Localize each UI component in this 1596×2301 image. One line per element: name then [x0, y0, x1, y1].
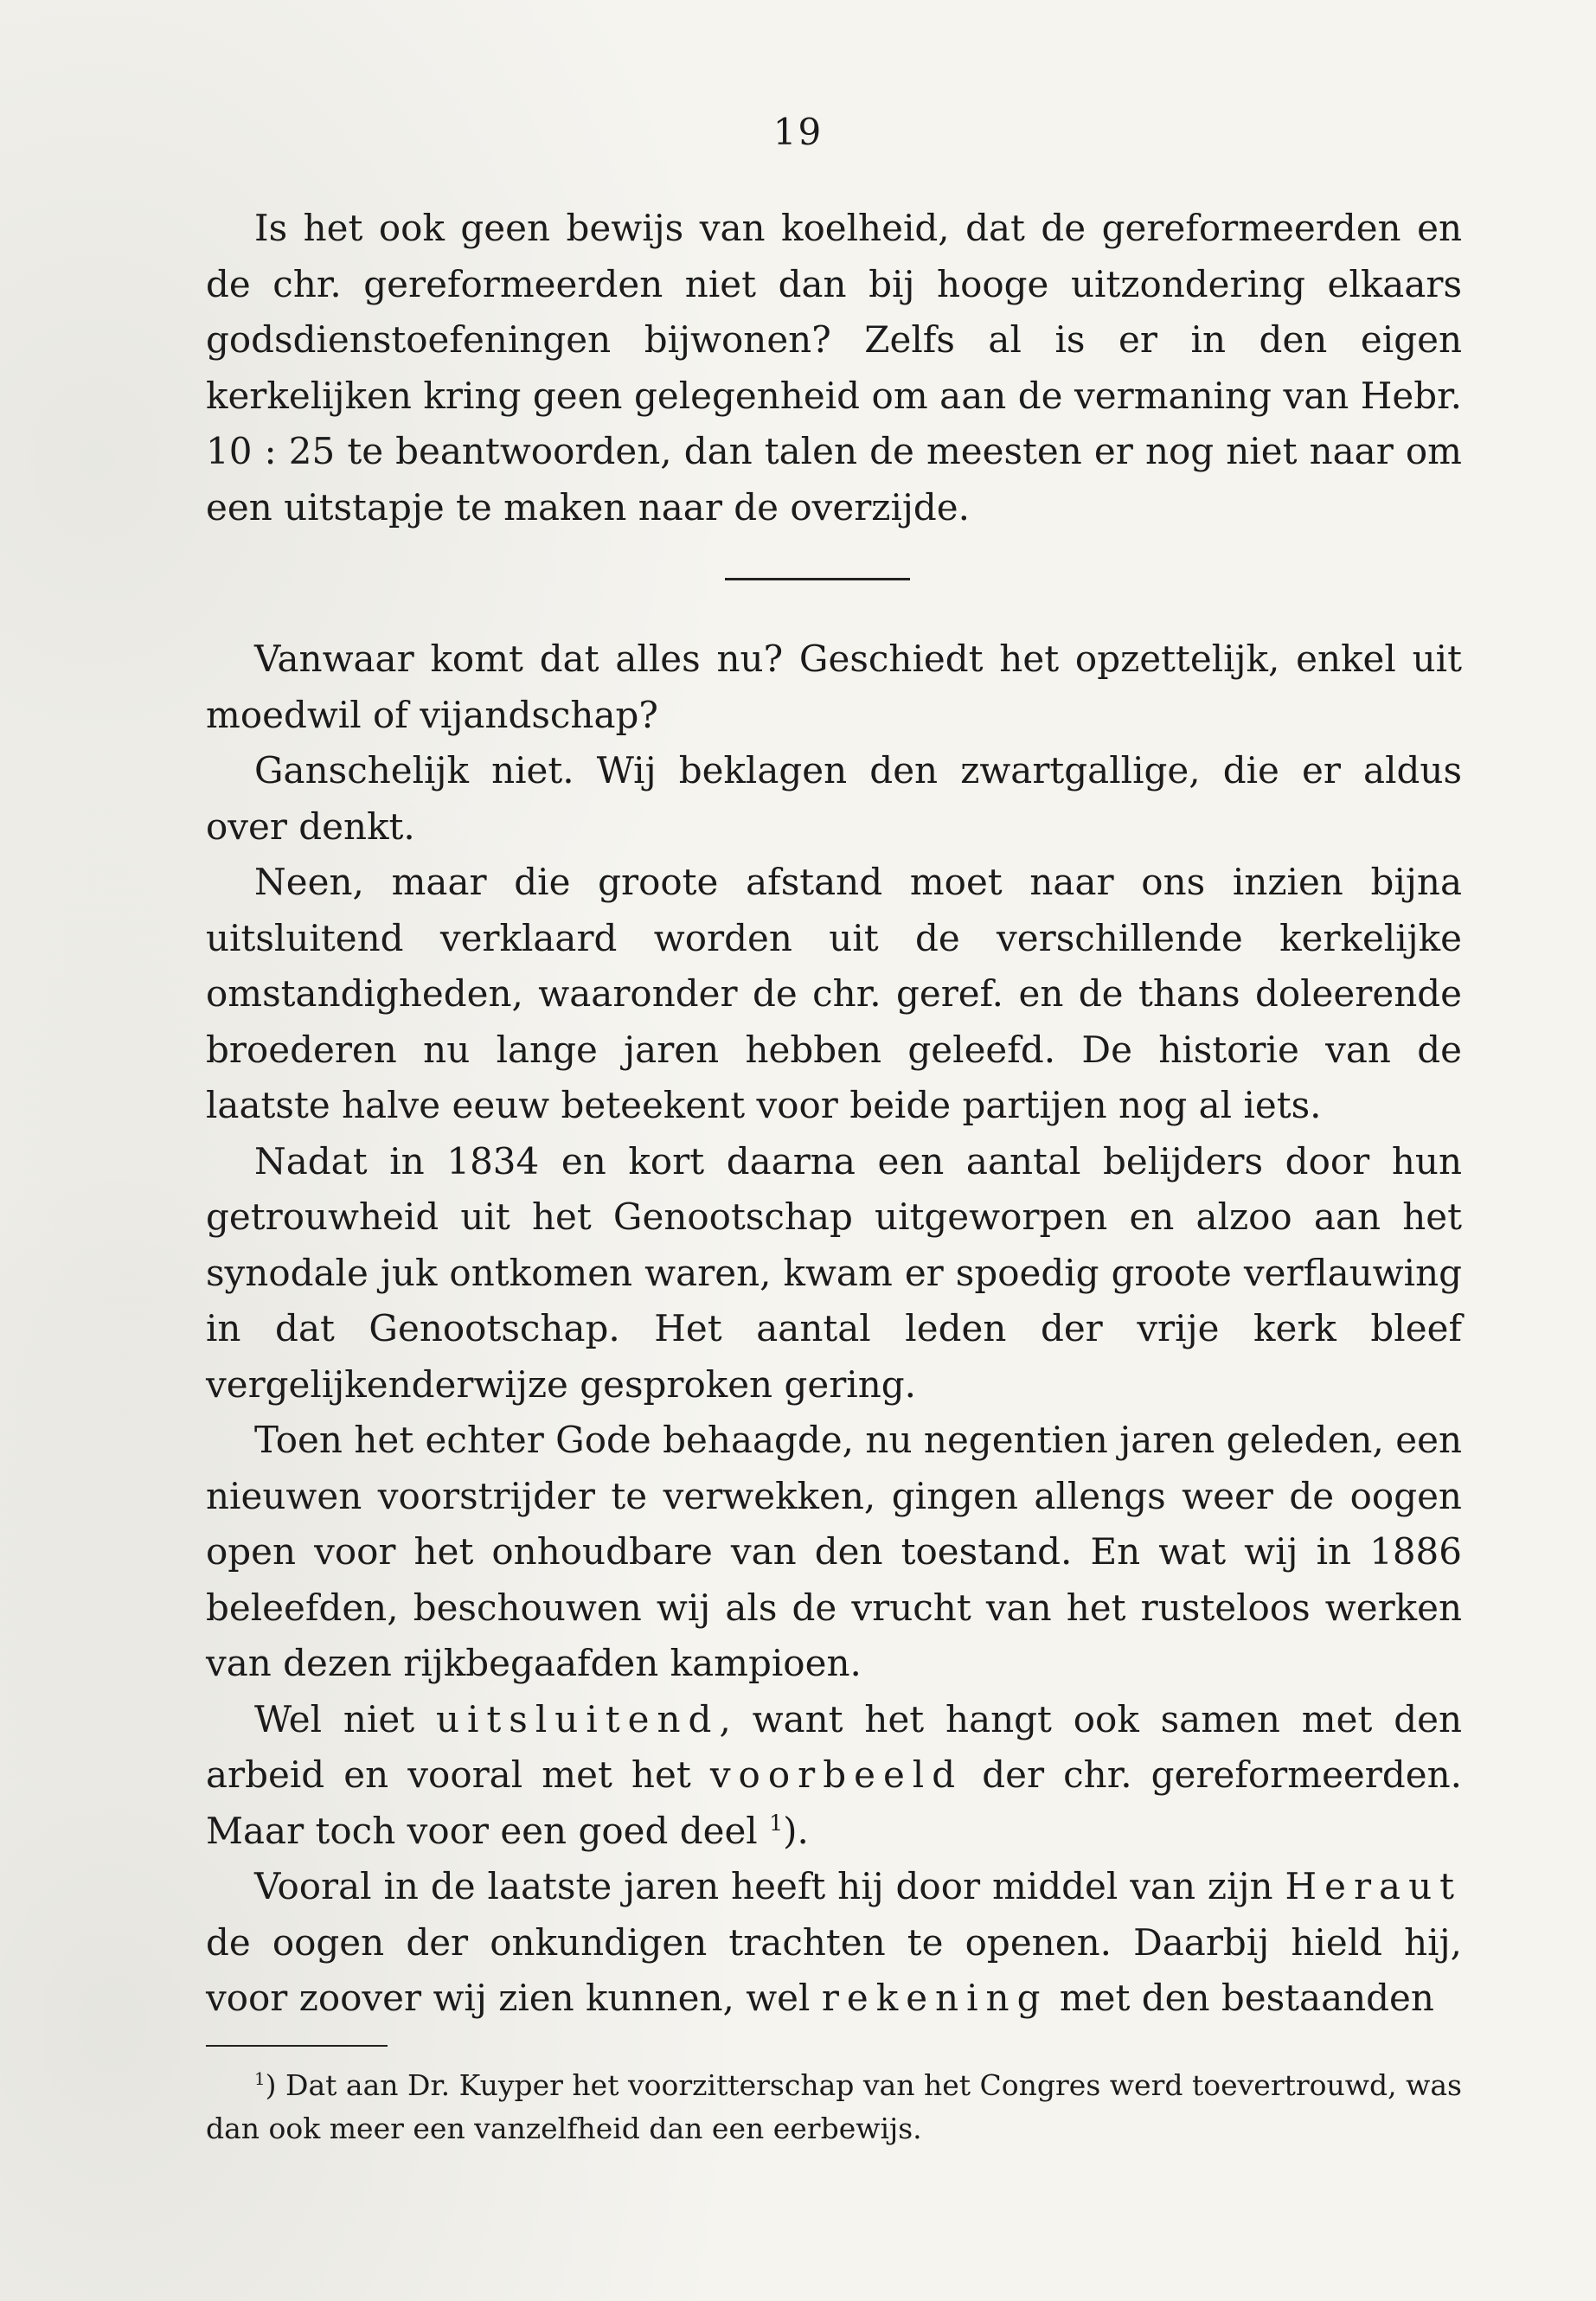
- section-2: [206, 631, 1462, 2027]
- paragraph-koelheid: Is het ook geen bewijs van koelheid, dat de gereformeerden en de chr. gereformeerden niet dan bij hooge uitzondering elkaars godsdienstoefeningen bijwonen? Zelfs al is er in den eigen kerkelijken kring geen gelegenheid om aan de vermaning van Hebr. 10 : 25 te beantwoorden, dan talen de meesten er nog niet naar om een uitstapje te maken naar de overzijde.: [206, 207, 1462, 529]
- paragraph-vanwaar: Vanwaar komt dat alles nu? Geschiedt het opzettelijk, enkel uit moedwil of vijandschap?: [206, 638, 1462, 736]
- text-run: , want het hangt ook samen met den arbeid en vooral met het: [206, 1697, 1462, 1796]
- section-separator-rule: [725, 578, 910, 580]
- paragraph-ganschelijk: Ganschelijk niet. Wij beklagen den zwartgallige, die er aldus over denkt.: [206, 749, 1462, 848]
- footnote-marker: 1: [254, 2069, 266, 2089]
- page-number: 19: [772, 111, 824, 153]
- text-run: met den bestaanden: [1048, 1977, 1434, 2019]
- text-run: ).: [783, 1809, 809, 1852]
- emphasis-rekening: rekening: [821, 1977, 1048, 2019]
- paragraph-wel-niet: [206, 1692, 1462, 1860]
- emphasis-heraut: Heraut: [1285, 1865, 1462, 1907]
- section-1: [206, 201, 1462, 535]
- footnote-rule: [206, 2045, 388, 2047]
- text-run: Wel niet: [254, 1697, 436, 1740]
- paragraph-neen: Neen, maar die groote afstand moet naar ons inzien bijna uitsluitend verklaard worden uit de verschillende kerkelijke omstandigheden, waaronder de chr. geref. en de thans doleerende broederen nu lange jaren hebben geleefd. De historie van de laatste halve eeuw beteekent voor beide partijen nog al iets.: [206, 861, 1462, 1126]
- emphasis-voorbeeld: voorbeeld: [709, 1753, 964, 1796]
- paragraph-vooral: [206, 1859, 1462, 2027]
- emphasis-uitsluitend: uitsluitend: [435, 1697, 720, 1740]
- footnote-reference: 1: [769, 1810, 784, 1836]
- footnote: [206, 2064, 1462, 2150]
- paragraph-toen: Toen het echter Gode behaagde, nu negentien jaren geleden, een nieuwen voorstrijder te verwekken, gingen allengs weer de oogen open voor het onhoudbare van den toestand. En wat wij in 1886 beleefden, beschouwen wij als de vrucht van het rusteloos werken van dezen rijkbegaafden kampioen.: [206, 1419, 1462, 1684]
- text-run: der chr. gereformeerden. Maar toch voor een goed deel: [206, 1753, 1462, 1852]
- paragraph-nadat: Nadat in 1834 en kort daarna een aantal belijders door hun getrouwheid uit het Genootschap uitgeworpen en alzoo aan het synodale juk ontkomen waren, kwam er spoedig groote verflauwing in dat Genootschap. Het aantal leden der vrije kerk bleef vergelijkenderwijze gesproken gering.: [206, 1139, 1462, 1406]
- text-run: de oogen der onkundigen trachten te openen. Daarbij hield hij, voor zoover wij zien kunnen, wel: [206, 1920, 1462, 2019]
- text-run: Vooral in de laatste jaren heeft hij door middel van zijn: [254, 1865, 1285, 1907]
- footnote-text: ) Dat aan Dr. Kuyper het voorzitterschap van het Congres werd toevertrouwd, was dan ook meer een vanzelfheid dan een eerbewijs.: [206, 2068, 1462, 2145]
